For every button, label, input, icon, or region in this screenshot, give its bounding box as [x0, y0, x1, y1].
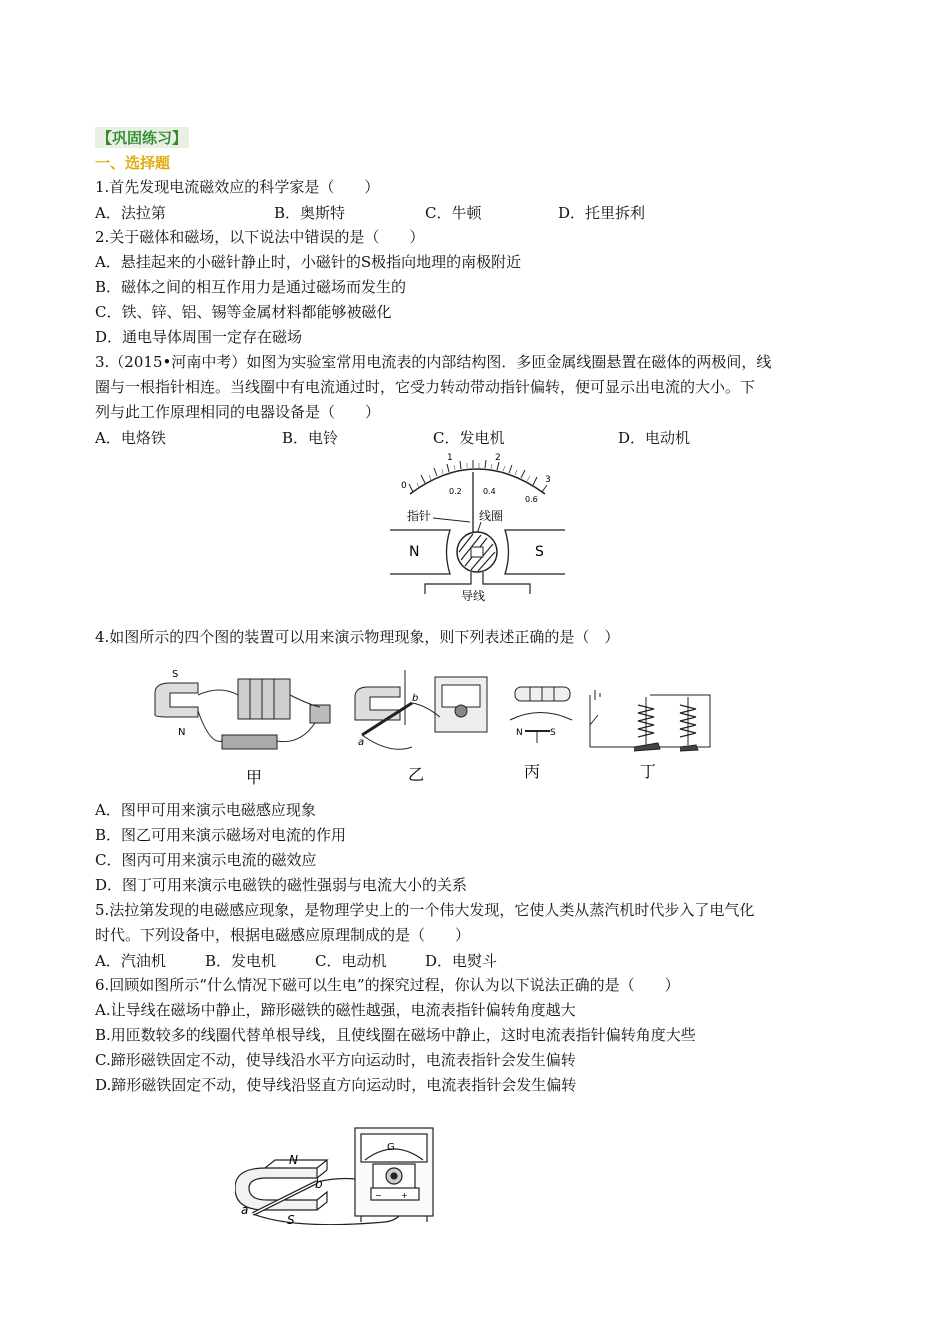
bing-n-label: N [516, 728, 523, 738]
magnet-south-label: S [535, 544, 544, 560]
q4-option-c: C．图丙可用来演示电流的磁效应 [95, 851, 317, 869]
q3-option-d: D．电动机 [618, 429, 691, 447]
q1-stem: 1.首先发现电流磁效应的科学家是（ ） [95, 178, 380, 196]
conductor-b-label: b [315, 1177, 323, 1191]
q3-stem-line-2: 圈与一根指针相连。当线圈中有电流通过时，它受力转动带动指针偏转，便可显示出电流的大小。下 [95, 378, 756, 396]
q4-option-a: A．图甲可用来演示电磁感应现象 [95, 801, 316, 819]
q6-option-d: D.蹄形磁铁固定不动，使导线沿竖直方向运动时，电流表指针会发生偏转 [95, 1076, 577, 1094]
q6-option-b: B.用匝数较多的线圈代替单根导线，且使线圈在磁场中静止，这时电流表指针偏转角度大些 [95, 1026, 696, 1044]
figure-label-ding: 丁 [640, 762, 657, 781]
figure-jia [155, 679, 330, 749]
q3-option-b: B．电铃 [282, 429, 339, 447]
q4-stem: 4.如图所示的四个图的装置可以用来演示物理现象，则下列表述正确的是（ ） [95, 628, 620, 646]
scale-sub-label-02: 0.2 [449, 487, 462, 496]
q5-option-b: B．发电机 [205, 952, 277, 970]
figure-label-yi: 乙 [408, 765, 425, 784]
q5-option-d: D．电熨斗 [425, 952, 498, 970]
magnet-s-label: S [287, 1213, 295, 1225]
q2-option-d: D．通电导体周围一定存在磁场 [95, 328, 303, 346]
yi-b-label: b [412, 693, 419, 704]
jia-s-label: S [172, 669, 179, 680]
q2-option-b: B．磁体之间的相互作用力是通过磁场而发生的 [95, 278, 407, 296]
q4-four-figures [150, 665, 720, 790]
q3-option-c: C．发电机 [433, 429, 505, 447]
scale-label-2: 2 [495, 453, 501, 463]
figure-label-jia: 甲 [246, 768, 263, 787]
q6-option-c: C.蹄形磁铁固定不动，使导线沿水平方向运动时，电流表指针会发生偏转 [95, 1051, 576, 1069]
scale-label-3: 3 [545, 475, 551, 485]
scale-sub-label-06: 0.6 [525, 495, 538, 504]
jia-n-label: N [178, 727, 186, 738]
q1-option-c: C．牛顿 [425, 204, 482, 222]
bing-s-label: S [550, 728, 556, 738]
q3-ammeter-figure [385, 452, 570, 604]
figure-label-bing: 丙 [524, 762, 541, 781]
q5-stem-line-2: 时代。下列设备中，根据电磁感应原理制成的是（ ） [95, 926, 471, 944]
coil-label: 线圈 [479, 509, 504, 523]
pointer-label: 指针 [407, 509, 432, 523]
q6-stem: 6.回顾如图所示“什么情况下磁可以生电”的探究过程，你认为以下说法正确的是（ ） [95, 976, 680, 994]
q2-option-c: C．铁、锌、铝、锡等金属材料都能够被磁化 [95, 303, 392, 321]
q3-stem-line-1: 3.（2015•河南中考）如图为实验室常用电流表的内部结构图．多匝金属线圈悬置在磁体的两极间，线 [95, 353, 772, 371]
q1-option-a: A．法拉第 [95, 204, 166, 222]
yi-a-label: a [358, 737, 365, 748]
q5-option-c: C．电动机 [315, 952, 387, 970]
wire-label: 导线 [461, 589, 486, 603]
scale-label-0: 0 [401, 481, 407, 491]
figure-ding [590, 690, 710, 751]
scale-sub-label-04: 0.4 [483, 487, 496, 496]
svg-text:−: − [375, 1191, 382, 1200]
conductor-a-label: a [241, 1203, 249, 1217]
scale-label-1: 1 [447, 453, 453, 463]
section-box-title: 【巩固练习】 [97, 129, 188, 147]
q6-option-a: A.让导线在磁场中静止，蹄形磁铁的磁性越强，电流表指针偏转角度越大 [95, 1001, 576, 1019]
q2-option-a: A．悬挂起来的小磁针静止时，小磁针的S极指向地理的南极附近 [95, 253, 522, 271]
q1-option-d: D．托里拆利 [558, 204, 646, 222]
svg-text:+: + [401, 1191, 408, 1200]
galvanometer-g-label: G [387, 1142, 395, 1153]
q3-option-a: A．电烙铁 [95, 429, 166, 447]
q6-induction-figure [235, 1120, 445, 1225]
magnet-north-label: N [409, 544, 420, 560]
q1-option-b: B．奥斯特 [274, 204, 346, 222]
figure-yi [355, 670, 487, 749]
q5-stem-line-1: 5.法拉第发现的电磁感应现象，是物理学史上的一个伟大发现，它使人类从蒸汽机时代步入了电气化 [95, 901, 755, 919]
magnet-n-label: N [289, 1153, 298, 1167]
q5-option-a: A．汽油机 [95, 952, 166, 970]
q3-stem-line-3: 列与此工作原理相同的电器设备是（ ） [95, 403, 381, 421]
q4-option-b: B．图乙可用来演示磁场对电流的作用 [95, 826, 347, 844]
section-title: 一、选择题 [95, 154, 171, 172]
q2-stem: 2.关于磁体和磁场，以下说法中错误的是（ ） [95, 228, 425, 246]
q4-option-d: D．图丁可用来演示电磁铁的磁性强弱与电流大小的关系 [95, 876, 468, 894]
